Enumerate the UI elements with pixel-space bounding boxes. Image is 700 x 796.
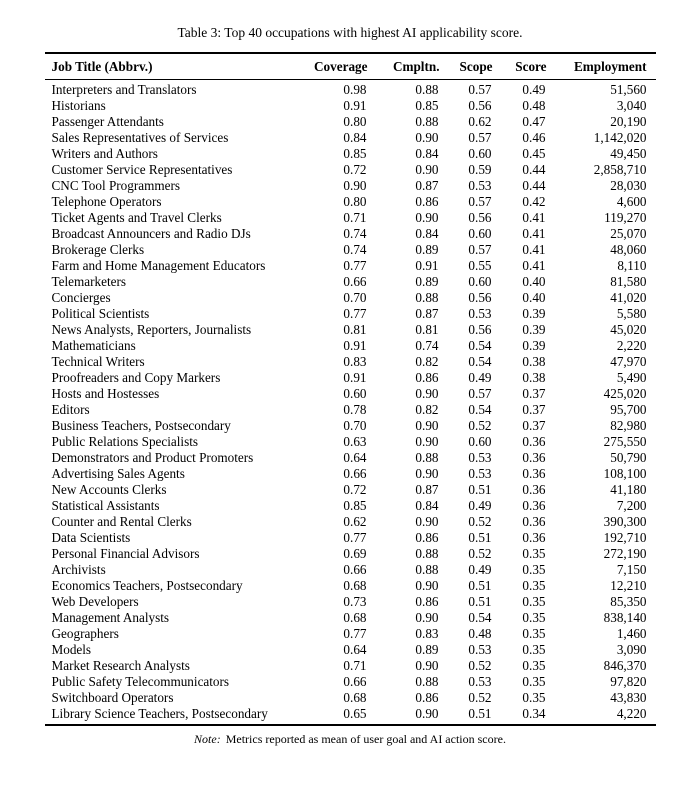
scope-cell: 0.51 (468, 706, 492, 721)
cmpltn-cell: 0.81 (415, 322, 439, 337)
coverage-cell: 0.64 (343, 450, 367, 465)
score-cell: 0.38 (522, 354, 546, 369)
scope-cell: 0.48 (468, 626, 492, 641)
job-title-cell: Sales Representatives of Services (51, 130, 229, 145)
table-row (45, 370, 656, 386)
table-row (45, 402, 656, 418)
scope-cell: 0.51 (468, 578, 492, 593)
score-cell: 0.42 (522, 194, 546, 209)
cmpltn-cell: 0.86 (415, 194, 439, 209)
job-title-cell: Editors (51, 402, 90, 417)
scope-cell: 0.52 (468, 514, 492, 529)
scope-cell: 0.60 (468, 146, 492, 161)
table-row (45, 466, 656, 482)
cmpltn-cell: 0.86 (415, 530, 439, 545)
table-row (45, 98, 656, 114)
score-cell: 0.35 (522, 594, 546, 609)
coverage-cell: 0.68 (343, 610, 367, 625)
employment-cell: 838,140 (603, 610, 647, 625)
cmpltn-cell: 0.87 (415, 306, 439, 321)
scope-cell: 0.51 (468, 530, 492, 545)
employment-cell: 8,110 (617, 258, 647, 273)
job-title-cell: Historians (51, 98, 106, 113)
employment-cell: 20,190 (610, 114, 647, 129)
employment-cell: 41,180 (610, 482, 647, 497)
cmpltn-cell: 0.90 (415, 658, 439, 673)
score-cell: 0.38 (522, 370, 546, 385)
job-title-cell: Ticket Agents and Travel Clerks (51, 210, 222, 225)
employment-cell: 3,040 (616, 98, 647, 113)
scope-cell: 0.53 (468, 306, 492, 321)
employment-cell: 81,580 (610, 274, 647, 289)
coverage-cell: 0.72 (343, 482, 367, 497)
cmpltn-cell: 0.90 (415, 386, 439, 401)
table-note (0, 732, 700, 747)
coverage-cell: 0.84 (343, 130, 367, 145)
employment-cell: 97,820 (610, 674, 647, 689)
job-title-cell: Telemarketers (51, 274, 126, 289)
employment-cell: 41,020 (610, 290, 647, 305)
table-row (45, 146, 656, 162)
employment-cell: 425,020 (603, 386, 647, 401)
employment-cell: 1,142,020 (593, 130, 647, 145)
scope-cell: 0.53 (468, 642, 492, 657)
cmpltn-cell: 0.90 (415, 706, 439, 721)
table-row (45, 338, 656, 354)
job-title-cell: Market Research Analysts (51, 658, 190, 673)
table-row (45, 354, 656, 370)
score-cell: 0.37 (522, 418, 546, 433)
job-title-cell: Advertising Sales Agents (51, 466, 185, 481)
coverage-cell: 0.74 (343, 242, 367, 257)
note-prefix: Note: (194, 732, 221, 746)
score-cell: 0.35 (522, 562, 546, 577)
column-header-cmpltn: Cmpltn. (368, 53, 440, 80)
score-cell: 0.35 (522, 610, 546, 625)
employment-cell: 7,150 (616, 562, 647, 577)
score-cell: 0.35 (522, 674, 546, 689)
cmpltn-cell: 0.87 (415, 482, 439, 497)
employment-cell: 50,790 (610, 450, 647, 465)
coverage-cell: 0.69 (343, 546, 367, 561)
coverage-cell: 0.66 (343, 562, 367, 577)
coverage-cell: 0.73 (343, 594, 367, 609)
table-row (45, 594, 656, 610)
coverage-cell: 0.85 (343, 498, 367, 513)
table-row (45, 178, 656, 194)
table-row (45, 562, 656, 578)
table-row (45, 210, 656, 226)
job-title-cell: Hosts and Hostesses (51, 386, 160, 401)
scope-cell: 0.52 (468, 546, 492, 561)
coverage-cell: 0.70 (343, 418, 367, 433)
scope-cell: 0.57 (468, 82, 492, 97)
coverage-cell: 0.77 (343, 530, 367, 545)
coverage-cell: 0.71 (343, 658, 367, 673)
scope-cell: 0.53 (468, 178, 492, 193)
coverage-cell: 0.64 (343, 642, 367, 657)
table-row (45, 546, 656, 562)
employment-cell: 390,300 (603, 514, 647, 529)
scope-cell: 0.60 (468, 434, 492, 449)
scope-cell: 0.49 (468, 562, 492, 577)
job-title-cell: Technical Writers (51, 354, 145, 369)
scope-cell: 0.51 (468, 594, 492, 609)
scope-cell: 0.57 (468, 194, 492, 209)
job-title-cell: Writers and Authors (51, 146, 158, 161)
coverage-cell: 0.77 (343, 258, 367, 273)
job-title-cell: Statistical Assistants (51, 498, 160, 513)
score-cell: 0.46 (522, 130, 546, 145)
score-cell: 0.36 (522, 466, 546, 481)
score-cell: 0.47 (522, 114, 546, 129)
cmpltn-cell: 0.88 (415, 114, 439, 129)
scope-cell: 0.54 (468, 354, 492, 369)
table-row (45, 322, 656, 338)
cmpltn-cell: 0.82 (415, 402, 439, 417)
coverage-cell: 0.66 (343, 466, 367, 481)
table-row (45, 706, 656, 725)
table-row (45, 80, 656, 99)
employment-cell: 51,560 (610, 82, 647, 97)
coverage-cell: 0.77 (343, 626, 367, 641)
cmpltn-cell: 0.89 (415, 242, 439, 257)
scope-cell: 0.51 (468, 482, 492, 497)
job-title-cell: Farm and Home Management Educators (51, 258, 266, 273)
cmpltn-cell: 0.90 (415, 434, 439, 449)
score-cell: 0.40 (522, 290, 546, 305)
scope-cell: 0.57 (468, 130, 492, 145)
cmpltn-cell: 0.89 (415, 274, 439, 289)
table-row (45, 226, 656, 242)
score-cell: 0.36 (522, 434, 546, 449)
cmpltn-cell: 0.88 (415, 82, 439, 97)
table-row (45, 258, 656, 274)
coverage-cell: 0.71 (343, 210, 367, 225)
scope-cell: 0.60 (468, 226, 492, 241)
score-cell: 0.44 (522, 162, 546, 177)
table-row (45, 130, 656, 146)
table-header (45, 53, 656, 80)
job-title-cell: New Accounts Clerks (51, 482, 167, 497)
coverage-cell: 0.66 (343, 674, 367, 689)
score-cell: 0.49 (522, 82, 546, 97)
table-row (45, 482, 656, 498)
coverage-cell: 0.77 (343, 306, 367, 321)
note-text: Metrics reported as mean of user goal and AI action score. (225, 732, 506, 746)
score-cell: 0.39 (522, 306, 546, 321)
coverage-cell: 0.72 (343, 162, 367, 177)
cmpltn-cell: 0.84 (415, 146, 439, 161)
employment-cell: 25,070 (610, 226, 647, 241)
score-cell: 0.39 (522, 338, 546, 353)
employment-cell: 7,200 (616, 498, 647, 513)
employment-cell: 49,450 (610, 146, 647, 161)
scope-cell: 0.49 (468, 498, 492, 513)
employment-cell: 28,030 (610, 178, 647, 193)
employment-cell: 108,100 (603, 466, 647, 481)
cmpltn-cell: 0.86 (415, 594, 439, 609)
cmpltn-cell: 0.86 (415, 690, 439, 705)
job-title-cell: Library Science Teachers, Postsecondary (51, 706, 268, 721)
job-title-cell: Broadcast Announcers and Radio DJs (51, 226, 251, 241)
employment-cell: 275,550 (603, 434, 647, 449)
scope-cell: 0.52 (468, 658, 492, 673)
score-cell: 0.37 (522, 386, 546, 401)
employment-cell: 272,190 (603, 546, 647, 561)
job-title-cell: Business Teachers, Postsecondary (51, 418, 231, 433)
scope-cell: 0.57 (468, 242, 492, 257)
scope-cell: 0.55 (468, 258, 492, 273)
coverage-cell: 0.70 (343, 290, 367, 305)
employment-cell: 119,270 (604, 210, 647, 225)
coverage-cell: 0.85 (343, 146, 367, 161)
employment-cell: 846,370 (603, 658, 647, 673)
cmpltn-cell: 0.89 (415, 642, 439, 657)
job-title-cell: Telephone Operators (51, 194, 162, 209)
cmpltn-cell: 0.88 (415, 546, 439, 561)
scope-cell: 0.53 (468, 466, 492, 481)
column-header-coverage: Coverage (300, 53, 368, 80)
table-row (45, 450, 656, 466)
job-title-cell: Passenger Attendants (51, 114, 164, 129)
job-title-cell: Personal Financial Advisors (51, 546, 200, 561)
job-title-cell: Web Developers (51, 594, 139, 609)
job-title-cell: Public Safety Telecommunicators (51, 674, 230, 689)
table-row (45, 642, 656, 658)
employment-cell: 12,210 (610, 578, 647, 593)
cmpltn-cell: 0.83 (415, 626, 439, 641)
coverage-cell: 0.80 (343, 114, 367, 129)
cmpltn-cell: 0.84 (415, 226, 439, 241)
coverage-cell: 0.68 (343, 578, 367, 593)
job-title-cell: Brokerage Clerks (51, 242, 145, 257)
employment-cell: 3,090 (616, 642, 647, 657)
table-row (45, 386, 656, 402)
cmpltn-cell: 0.90 (415, 130, 439, 145)
scope-cell: 0.52 (468, 690, 492, 705)
score-cell: 0.36 (522, 530, 546, 545)
scope-cell: 0.60 (468, 274, 492, 289)
employment-cell: 82,980 (610, 418, 647, 433)
scope-cell: 0.52 (468, 418, 492, 433)
score-cell: 0.35 (522, 658, 546, 673)
employment-cell: 85,350 (610, 594, 647, 609)
score-cell: 0.44 (522, 178, 546, 193)
coverage-cell: 0.91 (343, 370, 367, 385)
cmpltn-cell: 0.90 (415, 162, 439, 177)
cmpltn-cell: 0.90 (415, 210, 439, 225)
job-title-cell: Demonstrators and Product Promoters (51, 450, 254, 465)
cmpltn-cell: 0.91 (415, 258, 439, 273)
job-title-cell: News Analysts, Reporters, Journalists (51, 322, 252, 337)
scope-cell: 0.54 (468, 402, 492, 417)
cmpltn-cell: 0.86 (415, 370, 439, 385)
job-title-cell: Models (51, 642, 92, 657)
job-title-cell: Switchboard Operators (51, 690, 174, 705)
score-cell: 0.35 (522, 642, 546, 657)
coverage-cell: 0.78 (343, 402, 367, 417)
scope-cell: 0.56 (468, 98, 492, 113)
job-title-cell: Customer Service Representatives (51, 162, 233, 177)
score-cell: 0.41 (522, 258, 546, 273)
score-cell: 0.34 (522, 706, 546, 721)
table-row (45, 274, 656, 290)
score-cell: 0.41 (522, 242, 546, 257)
job-title-cell: Economics Teachers, Postsecondary (51, 578, 243, 593)
score-cell: 0.41 (522, 210, 546, 225)
cmpltn-cell: 0.74 (415, 338, 439, 353)
table-row (45, 626, 656, 642)
job-title-cell: Geographers (51, 626, 119, 641)
table-row (45, 578, 656, 594)
coverage-cell: 0.80 (343, 194, 367, 209)
score-cell: 0.41 (522, 226, 546, 241)
employment-cell: 45,020 (610, 322, 647, 337)
score-cell: 0.39 (522, 322, 546, 337)
table-row (45, 530, 656, 546)
job-title-cell: Concierges (51, 290, 111, 305)
coverage-cell: 0.65 (343, 706, 367, 721)
cmpltn-cell: 0.90 (415, 418, 439, 433)
employment-cell: 1,460 (616, 626, 647, 641)
table-row (45, 658, 656, 674)
score-cell: 0.45 (522, 146, 546, 161)
cmpltn-cell: 0.88 (415, 450, 439, 465)
employment-cell: 47,970 (610, 354, 647, 369)
employment-cell: 48,060 (610, 242, 647, 257)
score-cell: 0.36 (522, 482, 546, 497)
score-cell: 0.35 (522, 626, 546, 641)
cmpltn-cell: 0.85 (415, 98, 439, 113)
column-header-employment: Employment (547, 53, 656, 80)
scope-cell: 0.53 (468, 450, 492, 465)
score-cell: 0.37 (522, 402, 546, 417)
occupations-table (45, 52, 656, 726)
employment-cell: 43,830 (610, 690, 647, 705)
score-cell: 0.36 (522, 498, 546, 513)
table-row (45, 242, 656, 258)
scope-cell: 0.56 (468, 322, 492, 337)
coverage-cell: 0.91 (343, 338, 367, 353)
cmpltn-cell: 0.90 (415, 578, 439, 593)
cmpltn-cell: 0.88 (415, 290, 439, 305)
coverage-cell: 0.81 (343, 322, 367, 337)
scope-cell: 0.54 (468, 338, 492, 353)
table-header-row (45, 53, 656, 80)
coverage-cell: 0.83 (343, 354, 367, 369)
table-row (45, 418, 656, 434)
table-row (45, 610, 656, 626)
coverage-cell: 0.66 (343, 274, 367, 289)
coverage-cell: 0.74 (343, 226, 367, 241)
employment-cell: 2,858,710 (593, 162, 647, 177)
table-row (45, 162, 656, 178)
table-row (45, 498, 656, 514)
scope-cell: 0.56 (468, 290, 492, 305)
table-row (45, 690, 656, 706)
employment-cell: 192,710 (603, 530, 647, 545)
cmpltn-cell: 0.90 (415, 514, 439, 529)
score-cell: 0.36 (522, 514, 546, 529)
coverage-cell: 0.90 (343, 178, 367, 193)
job-title-cell: Management Analysts (51, 610, 170, 625)
cmpltn-cell: 0.88 (415, 674, 439, 689)
coverage-cell: 0.68 (343, 690, 367, 705)
scope-cell: 0.62 (468, 114, 492, 129)
job-title-cell: Political Scientists (51, 306, 150, 321)
employment-cell: 5,490 (616, 370, 647, 385)
score-cell: 0.35 (522, 690, 546, 705)
column-header-scope: Scope (440, 53, 493, 80)
scope-cell: 0.54 (468, 610, 492, 625)
cmpltn-cell: 0.87 (415, 178, 439, 193)
table-row (45, 114, 656, 130)
coverage-cell: 0.62 (343, 514, 367, 529)
job-title-cell: Archivists (51, 562, 106, 577)
column-header-score: Score (493, 53, 547, 80)
column-header-job-title: Job Title (Abbrv.) (45, 53, 300, 80)
score-cell: 0.35 (522, 578, 546, 593)
table-body (45, 80, 656, 726)
coverage-cell: 0.60 (343, 386, 367, 401)
employment-cell: 4,220 (616, 706, 647, 721)
coverage-cell: 0.98 (343, 82, 367, 97)
cmpltn-cell: 0.90 (415, 466, 439, 481)
table-row (45, 290, 656, 306)
employment-cell: 95,700 (610, 402, 647, 417)
employment-cell: 2,220 (616, 338, 647, 353)
table-row (45, 194, 656, 210)
coverage-cell: 0.91 (343, 98, 367, 113)
job-title-cell: Data Scientists (51, 530, 131, 545)
scope-cell: 0.49 (468, 370, 492, 385)
score-cell: 0.40 (522, 274, 546, 289)
scope-cell: 0.57 (468, 386, 492, 401)
table-caption: Table 3: Top 40 occupations with highest AI applicability score. (177, 25, 523, 40)
table-row (45, 306, 656, 322)
job-title-cell: Counter and Rental Clerks (51, 514, 192, 529)
employment-cell: 4,600 (616, 194, 647, 209)
table-row (45, 674, 656, 690)
cmpltn-cell: 0.90 (415, 610, 439, 625)
job-title-cell: CNC Tool Programmers (51, 178, 181, 193)
paper-page (0, 24, 700, 796)
scope-cell: 0.59 (468, 162, 492, 177)
employment-cell: 5,580 (616, 306, 647, 321)
job-title-cell: Mathematicians (51, 338, 136, 353)
job-title-cell: Public Relations Specialists (51, 434, 199, 449)
scope-cell: 0.56 (468, 210, 492, 225)
cmpltn-cell: 0.88 (415, 562, 439, 577)
score-cell: 0.48 (522, 98, 546, 113)
table-row (45, 434, 656, 450)
scope-cell: 0.53 (468, 674, 492, 689)
job-title-cell: Interpreters and Translators (51, 82, 197, 97)
cmpltn-cell: 0.82 (415, 354, 439, 369)
coverage-cell: 0.63 (343, 434, 367, 449)
cmpltn-cell: 0.84 (415, 498, 439, 513)
score-cell: 0.36 (522, 450, 546, 465)
table-row (45, 514, 656, 530)
score-cell: 0.35 (522, 546, 546, 561)
job-title-cell: Proofreaders and Copy Markers (51, 370, 221, 385)
